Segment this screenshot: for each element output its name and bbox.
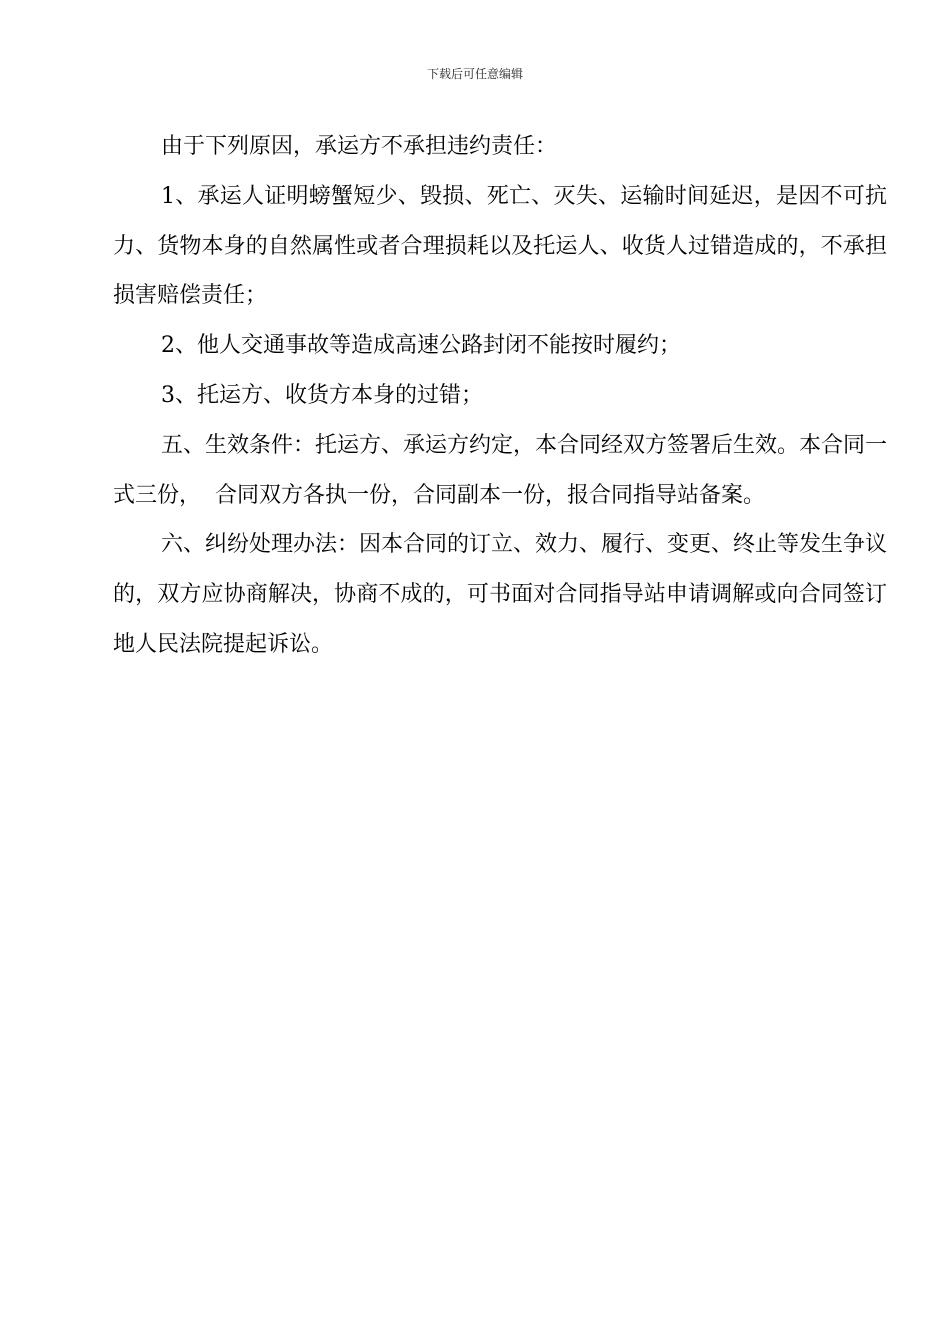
paragraph-effective-conditions: 五、生效条件：托运方、承运方约定，本合同经双方签署后生效。本合同一式三份， 合同双方各执一份，合同副本一份，报合同指导站备案。 bbox=[113, 432, 888, 508]
paragraph-clause-1: 1、承运人证明螃蟹短少、毁损、死亡、灭失、运输时间延迟，是因不可抗力、货物本身的自然属性或者合理损耗以及托运人、收货人过错造成的，不承担损害赔偿责任； bbox=[113, 183, 887, 309]
paragraph-dispute-resolution: 六、纠纷处理办法：因本合同的订立、效力、履行、变更、终止等发生争议的，双方应协商解决，协商不成的，可书面对合同指导站申请调解或向合同签订地人民法院提起诉讼。 bbox=[113, 532, 888, 657]
contract-body bbox=[113, 122, 887, 670]
paragraph-clause-2: 2、他人交通事故等造成高速公路封闭不能按时履约； bbox=[161, 333, 681, 359]
paragraph-exemption-intro: 由于下列原因，承运方不承担违约责任： bbox=[161, 134, 558, 159]
paragraph-clause-3: 3、托运方、收货方本身的过错； bbox=[161, 382, 483, 408]
header-note: 下载后可任意编辑 bbox=[426, 67, 523, 81]
